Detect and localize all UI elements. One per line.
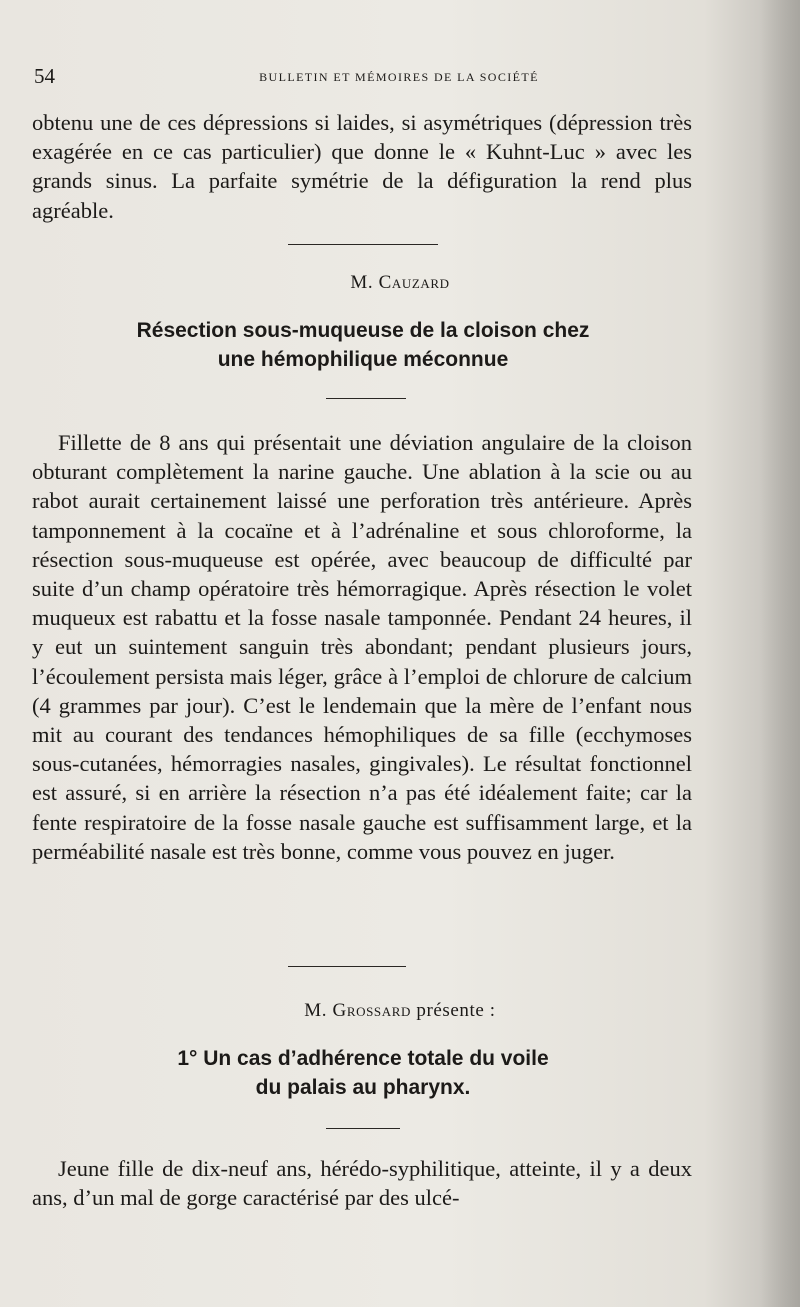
title-underline [326,398,406,399]
body-paragraph: Fillette de 8 ans qui présentait une déviation angulaire de la cloison obturant complètement la narine gauche. Une ablation à la scie ou au rabot aurait certainement laissé une perforation très antérieure. Après tamponnement à la cocaïne et à l’adrénaline et sous chloroforme, la résection sous-muqueuse est opérée, avec beaucoup de difficulté par suite d’un champ opératoire très hémorragique. Après résection le volet muqueux est rabattu et la fosse nasale tamponnée. Pendant 24 heures, il y eut un suintement sanguin très abondant; pendant plusieurs jours, l’écoulement persista mais léger, grâce à l’emploi de chlorure de calcium (4 grammes par jour). C’est le lendemain que la mère de l’enfant nous mit au courant des tendances hémophiliques de sa fille (ecchymoses sous-cutanées, hémorragies nasales, gingivales). Le résultat fonctionnel est assuré, si en arrière la résection n’a pas été idéalement faite; car la fente respiratoire de la fosse nasale gauche est suffisamment large, et la perméabilité nasale est très bonne, comme vous pouvez en juger. [32,430,692,864]
author-suffix: présente : [411,1000,496,1021]
running-title: BULLETIN ET MÉMOIRES DE LA SOCIÉTÉ [259,70,539,84]
author-name: Grossard [332,1000,411,1021]
continuation-paragraph: obtenu une de ces dépressions si laides, si asymétriques (dépression très exagérée en ce cas particulier) que donne le « Kuhnt-Luc » avec les grands sinus. La parfaite symétrie de la défiguration la rend plus agréable. [32,110,692,223]
title-line: 1° Un cas d’adhérence totale du voile [177,1047,549,1070]
page-header [34,64,694,92]
section-divider [288,244,438,245]
section-author [0,272,800,294]
page-number: 54 [34,64,55,88]
author-prefix: M. [304,1000,333,1021]
section-title [0,1044,726,1102]
title-line: Résection sous-muqueuse de la cloison chez [136,319,590,342]
body-paragraph: Jeune fille de dix-neuf ans, hérédo-syphilitique, atteinte, il y a deux ans, d’un mal de gorge caractérisé par des ulcé- [32,1156,692,1211]
section-author [0,1000,800,1022]
title-line: du palais au pharynx. [255,1076,471,1099]
author-name: Cauzard [378,272,450,293]
section-divider [288,966,406,967]
section-title [0,316,726,374]
title-line: une hémophilique méconnue [217,348,509,371]
title-underline [326,1128,400,1129]
page-edge-shadow [760,0,800,1307]
author-prefix: M. [350,272,379,293]
